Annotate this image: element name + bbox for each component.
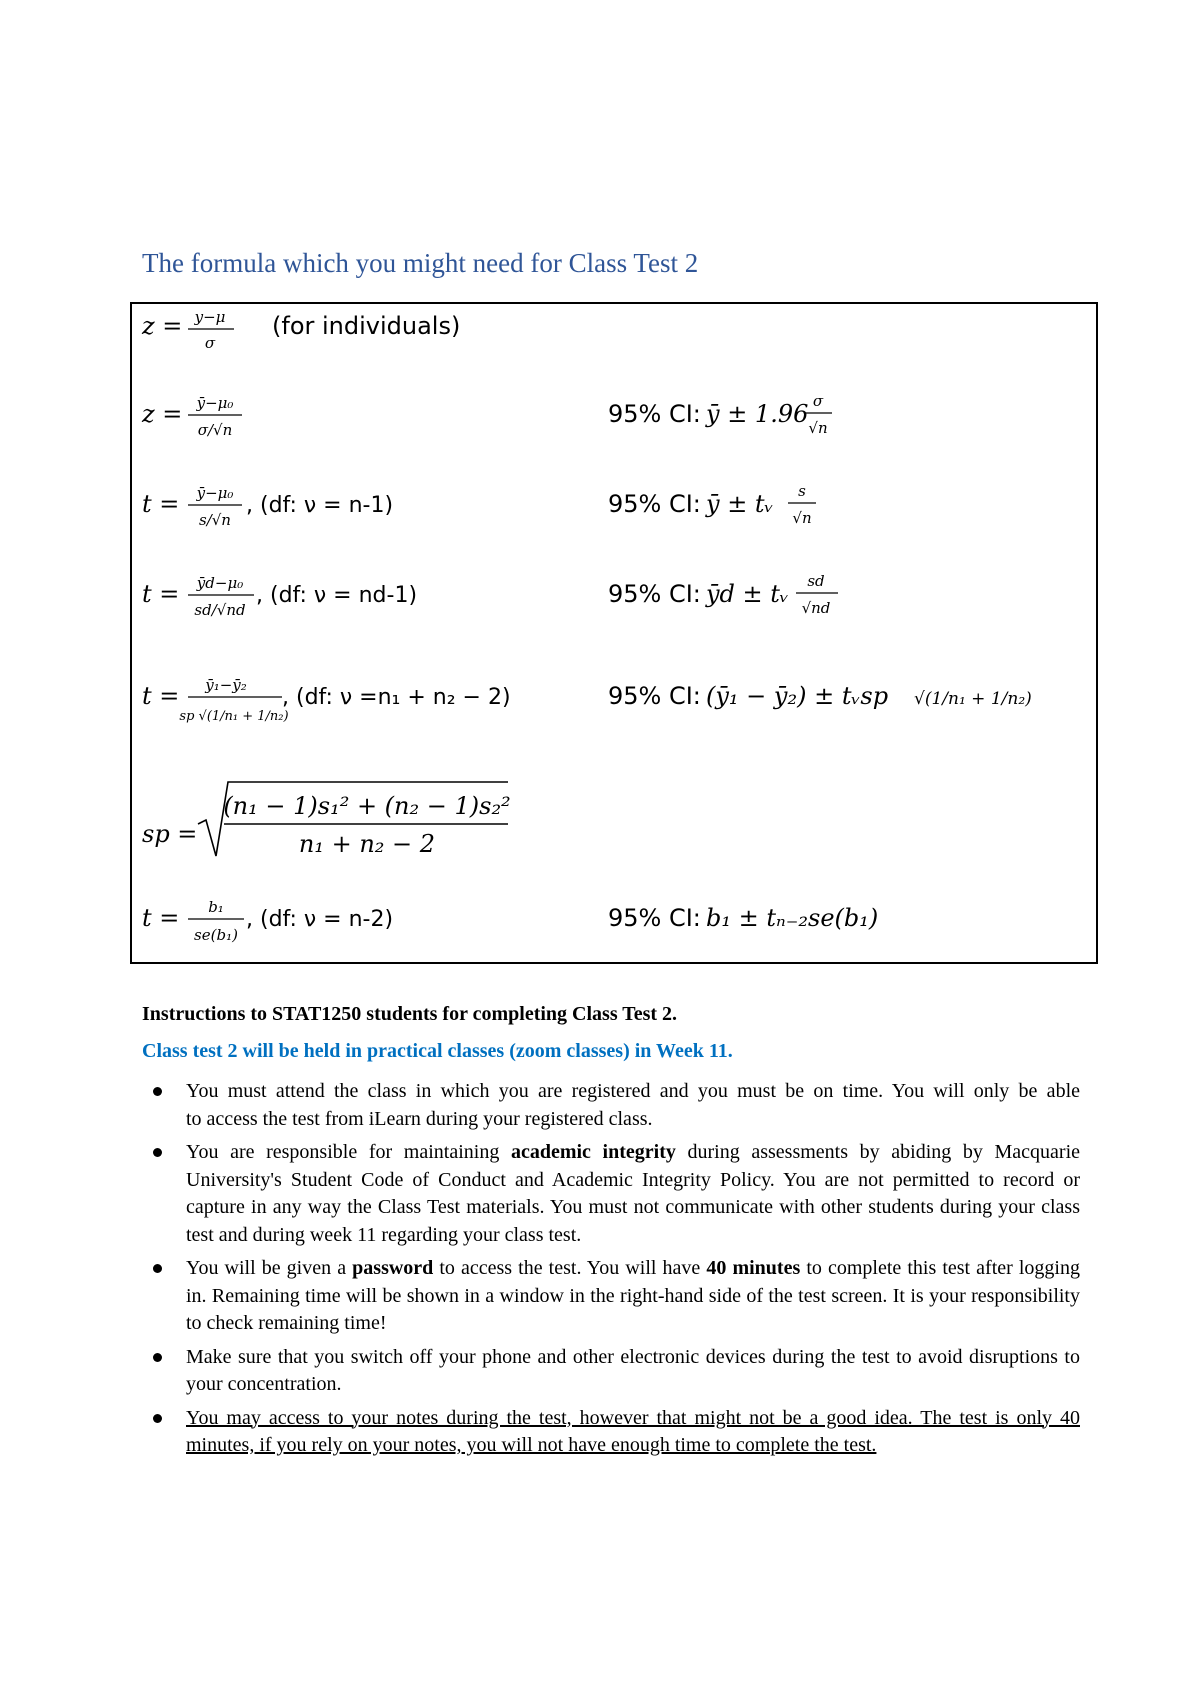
- ci-label: 95% CI:: [608, 904, 701, 932]
- ci-expression: ȳ ± 1.96: [706, 400, 809, 428]
- fraction-denominator: sp √(1/n₁ + 1/n₂): [179, 709, 289, 724]
- formula-lhs: sp =: [142, 820, 198, 848]
- degrees-of-freedom: , (df: ν = n-2): [246, 907, 394, 932]
- fraction-numerator: (n₁ − 1)s₁² + (n₂ − 1)s₂²: [223, 792, 511, 820]
- fraction-numerator: ȳd−μ₀: [196, 574, 244, 592]
- ci-label: 95% CI:: [608, 580, 701, 608]
- fraction-denominator: se(b₁): [194, 926, 238, 944]
- formula-t-two-sample: [142, 676, 511, 724]
- instructions-heading: Instructions to STAT1250 students for completing Class Test 2.: [142, 1003, 678, 1025]
- duration-emphasis: 40 minutes: [706, 1257, 801, 1279]
- bullet-icon: [153, 1353, 162, 1362]
- fraction-denominator: n₁ + n₂ − 2: [298, 830, 436, 858]
- ci-expression: (ȳ₁ − ȳ₂) ± tᵥsp: [706, 682, 889, 710]
- degrees-of-freedom: , (df: ν =n₁ + n₂ − 2): [282, 685, 511, 710]
- page-title: The formula which you might need for Class Test 2: [142, 248, 699, 278]
- formula-lhs: z =: [142, 400, 183, 428]
- degrees-of-freedom: , (df: ν = nd-1): [256, 583, 418, 608]
- ci-t-paired: [608, 572, 838, 617]
- fraction-numerator: σ: [812, 392, 824, 410]
- bullet-text: to access the test from iLearn during your registered class.: [186, 1107, 653, 1130]
- fraction-denominator: √n: [792, 509, 812, 527]
- individuals-note: (for individuals): [272, 312, 461, 340]
- formula-lhs: t =: [142, 490, 180, 518]
- formula-z-mean: [141, 394, 242, 439]
- degrees-of-freedom: , (df: ν = n-1): [246, 493, 394, 518]
- list-item: [150, 1344, 1080, 1399]
- instructions-subheading: Class test 2 will be held in practical classes (zoom classes) in Week 11.: [142, 1040, 733, 1062]
- ci-sqrt-term: √(1/n₁ + 1/n₂): [914, 689, 1032, 709]
- list-item: [150, 1078, 1080, 1133]
- bullet-icon: [153, 1264, 162, 1273]
- formula-lhs: t =: [142, 580, 180, 608]
- ci-label: 95% CI:: [608, 400, 701, 428]
- ci-expression: ȳ ± tᵥ: [706, 490, 774, 518]
- bullet-text: You will be given a password to access the test. You will have 40 minutes to complete this test after logging in. Remaining time will be shown in a window in the right-hand side of the test screen. It is your responsibility to check remaining time!: [186, 1257, 1080, 1334]
- academic-integrity-emphasis: academic integrity: [510, 1141, 676, 1163]
- fraction-denominator: sd/√nd: [194, 601, 246, 619]
- ci-label: 95% CI:: [608, 490, 701, 518]
- formula-lhs: t =: [142, 904, 180, 932]
- formula-z-individual: [141, 308, 460, 352]
- fraction-numerator: b₁: [208, 898, 224, 916]
- fraction-denominator: √n: [808, 419, 828, 437]
- formula-t-slope: [142, 898, 393, 944]
- fraction-numerator: sd: [807, 572, 825, 590]
- fraction-denominator: √nd: [801, 599, 831, 617]
- bullet-text: You must attend the class in which you are registered and you must be on time. You will only be able: [186, 1080, 1080, 1102]
- fraction-numerator: ȳ−μ₀: [196, 394, 234, 412]
- ci-z-mean: [608, 392, 832, 437]
- password-emphasis: password: [352, 1257, 434, 1279]
- bullet-text: You may access to your notes during the test, however that might not be a good idea. The test is only 40 minutes, if you rely on your notes, you will not have enough time to complete the test.: [186, 1406, 1080, 1456]
- ci-t-slope: [608, 904, 878, 932]
- list-item: [150, 1405, 1080, 1460]
- formula-box: [130, 302, 1098, 964]
- ci-expression: ȳd ± tᵥ: [706, 580, 789, 608]
- bullet-icon: [153, 1414, 162, 1423]
- fraction-numerator: ȳ₁−ȳ₂: [205, 676, 247, 694]
- ci-t-two-sample: [608, 682, 1032, 710]
- bullet-text: Make sure that you switch off your phone and other electronic devices during the test to avoid disruptions to your concentration.: [186, 1345, 1080, 1395]
- fraction-denominator: σ/√n: [197, 421, 233, 439]
- fraction-numerator: y−μ: [194, 308, 226, 326]
- ci-expression: b₁ ± tₙ₋₂se(b₁): [706, 904, 879, 932]
- formula-t-paired: [142, 574, 417, 619]
- bullet-icon: [153, 1087, 162, 1096]
- ci-label: 95% CI:: [608, 682, 701, 710]
- formula-sheet: [132, 304, 1096, 962]
- ci-t-mean: [608, 482, 816, 527]
- fraction-numerator: s: [798, 482, 806, 500]
- bullet-text: You are responsible for maintaining academic integrity during assessments by abiding by Macquarie University's Student Code of Conduct and Academic Integrity Policy. You are not permitted to record or capture in any way the Class Test materials. You must not communicate with other students during your class test and during week 11 regarding your class test.: [186, 1141, 1081, 1246]
- formula-t-mean: [142, 484, 393, 529]
- fraction-denominator: s/√n: [199, 511, 231, 529]
- list-item: [150, 1255, 1080, 1338]
- instructions-list: [150, 1078, 1080, 1466]
- list-item: [150, 1139, 1080, 1249]
- formula-lhs: t =: [142, 682, 180, 710]
- fraction-numerator: ȳ−μ₀: [196, 484, 234, 502]
- fraction-denominator: σ: [204, 334, 216, 352]
- formula-pooled-sd: [142, 782, 511, 858]
- formula-lhs: z =: [142, 312, 183, 340]
- bullet-icon: [153, 1148, 162, 1157]
